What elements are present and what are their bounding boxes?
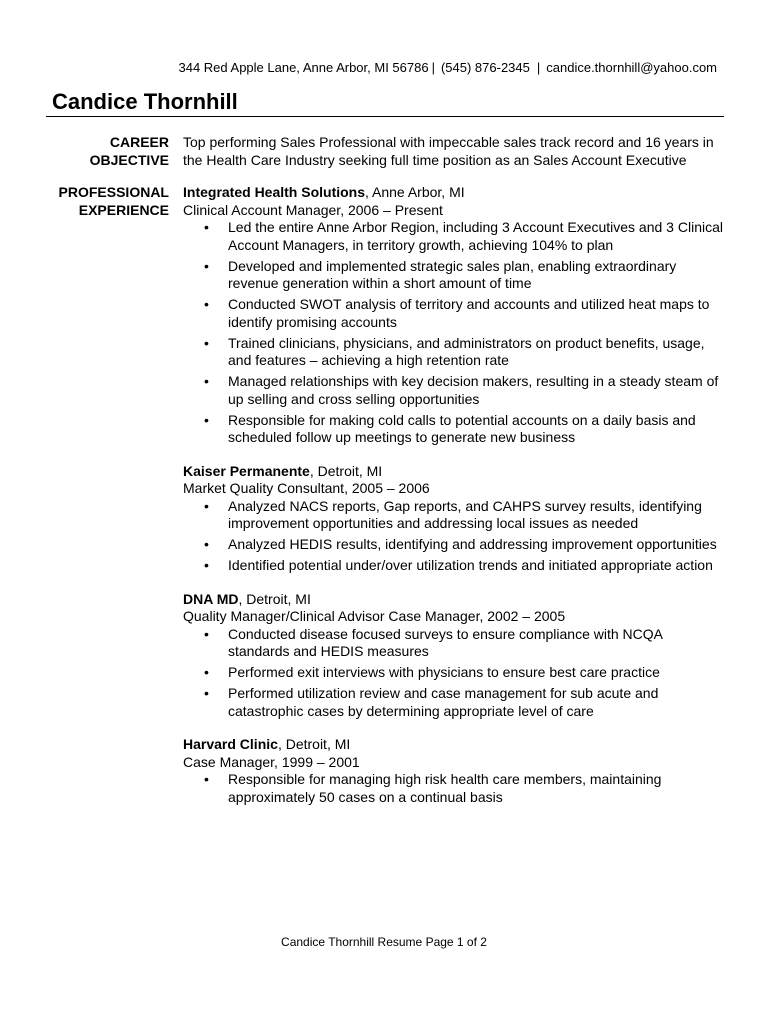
list-item — [183, 664, 724, 682]
job-bullets — [183, 498, 724, 575]
bullet-icon: • — [204, 497, 209, 514]
bullet-icon: • — [204, 219, 209, 235]
bullet-text: Conducted SWOT analysis of territory and accounts and utilized heat maps to identify promising accounts — [228, 296, 710, 330]
list-item — [183, 219, 724, 254]
bullet-text: Responsible for managing high risk health care members, maintaining approximately 50 cases on a continual basis — [228, 771, 662, 805]
bullet-text: Performed utilization review and case management for sub acute and catastrophic cases by determining appropriate level of care — [228, 685, 659, 719]
bullet-icon: • — [204, 334, 209, 351]
contact-line — [178, 59, 717, 77]
bullet-icon: • — [204, 536, 209, 552]
list-item — [183, 626, 724, 661]
job-entry — [183, 591, 724, 721]
employer-name: Harvard Clinic — [183, 736, 278, 752]
bullet-icon: • — [204, 557, 209, 573]
job-title: Clinical Account Manager, 2006 – Present — [183, 201, 443, 218]
bullet-text: Performed exit interviews with physicians to ensure best care practice — [228, 664, 660, 680]
bullet-icon: • — [204, 664, 209, 680]
heading-line: CAREER — [109, 134, 169, 150]
bullet-icon: • — [204, 685, 209, 701]
contact-separator: | — [536, 60, 541, 75]
employer-name: Integrated Health Solutions — [183, 184, 366, 200]
employer-location: , Detroit, MI — [238, 590, 311, 607]
contact-phone: (545) 876-2345 — [440, 60, 530, 75]
job-header — [183, 184, 724, 202]
page-footer: Candice Thornhill Resume Page 1 of 2 — [281, 935, 487, 949]
job-list — [183, 184, 724, 810]
list-item — [183, 373, 724, 408]
bullet-text: Analyzed HEDIS results, identifying and addressing improvement opportunities — [228, 536, 717, 552]
job-bullets — [183, 771, 724, 806]
bullet-icon: • — [204, 411, 209, 428]
job-header — [183, 463, 724, 481]
bullet-text: Analyzed NACS reports, Gap reports, and CAHPS survey results, identifying improvement opportunities and addressing local issues as needed — [228, 497, 702, 531]
section-heading-experience — [52, 184, 183, 810]
bullet-text: Responsible for making cold calls to potential accounts on a daily basis and scheduled follow up meetings to generate new business — [228, 411, 696, 445]
bullet-text: Conducted disease focused surveys to ensure compliance with NCQA standards and HEDIS measures — [228, 625, 663, 659]
employer-location: , Detroit, MI — [309, 462, 383, 479]
job-title: Quality Manager/Clinical Advisor Case Manager, 2002 – 2005 — [183, 608, 566, 624]
list-item — [183, 335, 724, 370]
list-item — [183, 557, 724, 575]
job-bullets — [183, 626, 724, 721]
contact-email: candice.thornhill@yahoo.com — [546, 60, 717, 75]
heading-line: OBJECTIVE — [89, 151, 169, 168]
employer-location: , Anne Arbor, MI — [365, 184, 465, 200]
objective-text: Top performing Sales Professional with impeccable sales track record and 16 years in the Health Care Industry seeking full time position as an Sales Account Executive — [183, 134, 714, 168]
bullet-text: Trained clinicians, physicians, and administrators on product benefits, usage, and features – achieving a high retention rate — [228, 334, 705, 368]
job-header — [183, 591, 724, 609]
bullet-icon: • — [204, 296, 209, 312]
contact-address: 344 Red Apple Lane, Anne Arbor, MI 56786 — [178, 60, 429, 75]
job-entry — [183, 736, 724, 806]
list-item — [183, 685, 724, 720]
job-title: Case Manager, 1999 – 2001 — [183, 753, 360, 770]
heading-line: PROFESSIONAL — [58, 184, 169, 200]
job-header — [183, 736, 724, 754]
bullet-icon: • — [204, 771, 209, 787]
heading-line: EXPERIENCE — [78, 201, 169, 218]
professional-experience-section — [52, 184, 724, 810]
bullet-text: Led the entire Anne Arbor Region, including 3 Account Executives and 3 Clinical Account Managers, in territory growth, achieving 104% to plan — [228, 219, 723, 253]
list-item — [183, 412, 724, 447]
section-heading-objective — [52, 134, 183, 169]
employer-name: DNA MD — [183, 590, 239, 607]
bullet-icon: • — [204, 373, 209, 389]
job-bullets — [183, 219, 724, 447]
bullet-text: Identified potential under/over utilization trends and initiated appropriate action — [228, 557, 713, 573]
list-item — [183, 771, 724, 806]
list-item — [183, 258, 724, 293]
bullet-icon: • — [204, 257, 209, 274]
career-objective-section — [52, 134, 724, 169]
resume-body — [52, 134, 724, 825]
header-divider — [46, 116, 724, 117]
employer-name: Kaiser Permanente — [183, 462, 310, 479]
contact-separator: | — [431, 60, 435, 75]
bullet-text: Developed and implemented strategic sales plan, enabling extraordinary revenue generation within a short amount of time — [228, 257, 677, 291]
employer-location: , Detroit, MI — [277, 736, 351, 752]
candidate-name: Candice Thornhill — [52, 89, 238, 114]
bullet-text: Managed relationships with key decision makers, resulting in a steady steam of up selling and cross selling opportunities — [228, 373, 719, 407]
bullet-icon: • — [204, 625, 209, 642]
list-item — [183, 536, 724, 554]
list-item — [183, 296, 724, 331]
job-entry — [183, 463, 724, 575]
job-title: Market Quality Consultant, 2005 – 2006 — [183, 480, 430, 496]
job-entry — [183, 184, 724, 447]
list-item — [183, 498, 724, 533]
